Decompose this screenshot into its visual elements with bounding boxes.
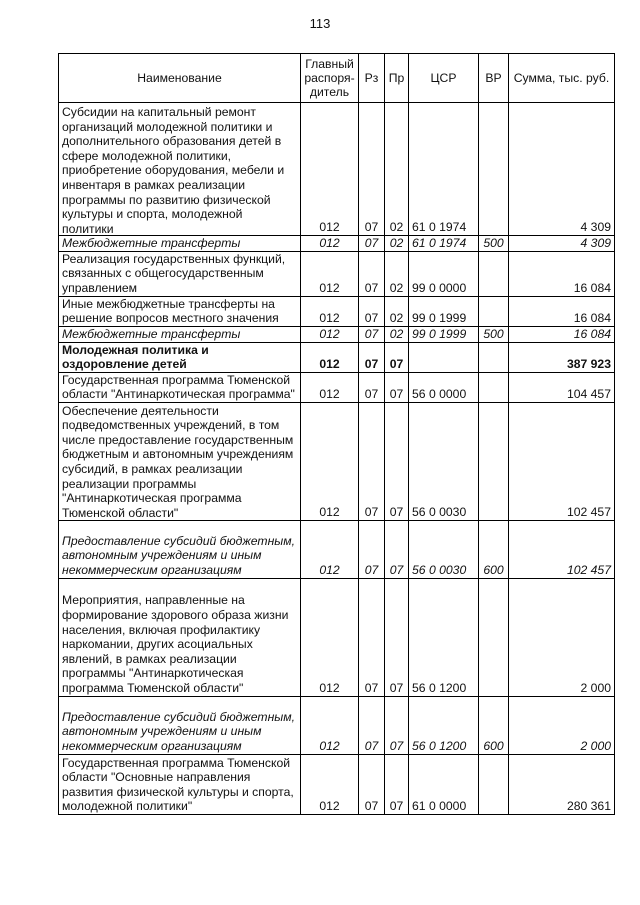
cell-sum: 102 457 (509, 402, 615, 520)
cell-sum: 4 309 (509, 236, 615, 252)
row-name-text: Межбюджетные трансферты (62, 327, 241, 341)
cell-code: 012 (301, 236, 359, 252)
cell-pr: 07 (385, 372, 409, 402)
cell-pr: 02 (385, 103, 409, 236)
row-name-text: Реализация государственных функций, связанных с общегосударственным управлением (62, 251, 286, 295)
row-name-text: Предоставление субсидий бюджетным, автономным учреждениям и иным некоммерческим организациям (62, 709, 295, 753)
cell-name (59, 754, 301, 814)
cell-vr (479, 372, 509, 402)
cell-name (59, 251, 301, 296)
cell-sum: 16 084 (509, 296, 615, 326)
cell-name (59, 342, 301, 372)
header-rz: Рз (359, 54, 385, 103)
cell-rz: 07 (359, 520, 385, 578)
row-name-text: Государственная программа Тюменской области "Антинаркотическая программа" (62, 372, 295, 402)
header-pr: Пр (385, 54, 409, 103)
cell-csr: 99 0 0000 (409, 251, 479, 296)
table-row (59, 236, 615, 252)
cell-rz: 07 (359, 236, 385, 252)
table-row (59, 402, 615, 520)
cell-code: 012 (301, 326, 359, 342)
cell-pr: 02 (385, 236, 409, 252)
table-header-row (59, 54, 615, 103)
cell-pr: 07 (385, 696, 409, 754)
cell-csr: 56 0 0030 (409, 520, 479, 578)
cell-csr: 56 0 0030 (409, 402, 479, 520)
cell-rz: 07 (359, 578, 385, 696)
cell-code: 012 (301, 696, 359, 754)
cell-csr (409, 342, 479, 372)
table-row (59, 578, 615, 696)
cell-sum: 102 457 (509, 520, 615, 578)
cell-pr: 07 (385, 342, 409, 372)
cell-pr: 07 (385, 754, 409, 814)
row-name-text: Межбюджетные трансферты (62, 236, 241, 250)
cell-code: 012 (301, 754, 359, 814)
cell-sum: 16 084 (509, 251, 615, 296)
cell-sum: 2 000 (509, 578, 615, 696)
cell-pr: 07 (385, 520, 409, 578)
cell-vr (479, 402, 509, 520)
cell-vr: 500 (479, 326, 509, 342)
cell-pr: 07 (385, 402, 409, 520)
row-name-text: Субсидии на капитальный ремонт организаций молодежной политики и дополнительного образования детей в сфере молодежной политики, приобретение оборудования, мебели и инвентаря в рамках реализации программы по развитию физической культуры и спорта, молодежной политики (62, 105, 285, 235)
cell-vr (479, 342, 509, 372)
cell-rz: 07 (359, 754, 385, 814)
cell-csr: 61 0 1974 (409, 103, 479, 236)
cell-name (59, 520, 301, 578)
table-row (59, 251, 615, 296)
cell-name (59, 578, 301, 696)
cell-rz: 07 (359, 251, 385, 296)
cell-code: 012 (301, 103, 359, 236)
cell-rz: 07 (359, 372, 385, 402)
row-name-text: Обеспечение деятельности подведомственных учреждений, в том числе предоставление государственным бюджетным и автономным учреждениям субсидий, в рамках реализации реализации программы "Антинаркотическая программа Тюменской области" (62, 403, 294, 520)
cell-code: 012 (301, 578, 359, 696)
table-row (59, 696, 615, 754)
cell-name (59, 326, 301, 342)
cell-code: 012 (301, 251, 359, 296)
cell-csr: 56 0 1200 (409, 578, 479, 696)
row-name-text: Мероприятия, направленные на формирование здорового образа жизни населения, включая профилактику наркомании, других асоциальных явлений, в рамках реализации программы "Антинаркотическая программа Тюменской области" (62, 593, 289, 695)
cell-vr (479, 103, 509, 236)
cell-csr: 61 0 1974 (409, 236, 479, 252)
cell-csr: 56 0 1200 (409, 696, 479, 754)
header-vr: ВР (479, 54, 509, 103)
cell-pr: 07 (385, 578, 409, 696)
cell-sum: 104 457 (509, 372, 615, 402)
header-sum: Сумма, тыс. руб. (509, 54, 615, 103)
header-main-manager: Главный распоря-дитель (301, 54, 359, 103)
table-row (59, 520, 615, 578)
cell-sum: 4 309 (509, 103, 615, 236)
table-body (59, 103, 615, 815)
cell-code: 012 (301, 372, 359, 402)
cell-rz: 07 (359, 296, 385, 326)
cell-code: 012 (301, 520, 359, 578)
row-name-text: Государственная программа Тюменской области "Основные направления развития физической культуры и спорта, молодежной политики" (62, 755, 294, 814)
cell-vr (479, 251, 509, 296)
cell-vr: 500 (479, 236, 509, 252)
cell-code: 012 (301, 342, 359, 372)
cell-sum: 387 923 (509, 342, 615, 372)
cell-pr: 02 (385, 251, 409, 296)
cell-rz: 07 (359, 342, 385, 372)
cell-name (59, 296, 301, 326)
table-row (59, 342, 615, 372)
cell-csr: 99 0 1999 (409, 326, 479, 342)
cell-csr: 99 0 1999 (409, 296, 479, 326)
budget-table (58, 53, 615, 815)
cell-code: 012 (301, 402, 359, 520)
page-number: 113 (309, 16, 331, 31)
cell-rz: 07 (359, 402, 385, 520)
header-csr: ЦСР (409, 54, 479, 103)
cell-vr: 600 (479, 696, 509, 754)
cell-name (59, 236, 301, 252)
table-row (59, 103, 615, 236)
cell-vr (479, 296, 509, 326)
cell-name (59, 103, 301, 236)
cell-rz: 07 (359, 696, 385, 754)
row-name-text: Молодежная политика и оздоровление детей (62, 342, 209, 372)
cell-sum: 280 361 (509, 754, 615, 814)
cell-code: 012 (301, 296, 359, 326)
cell-rz: 07 (359, 103, 385, 236)
table-row (59, 296, 615, 326)
cell-name (59, 372, 301, 402)
table-row (59, 372, 615, 402)
cell-sum: 2 000 (509, 696, 615, 754)
cell-pr: 02 (385, 326, 409, 342)
cell-pr: 02 (385, 296, 409, 326)
row-name-text: Иные межбюджетные трансферты на решение вопросов местного значения (62, 296, 279, 326)
cell-csr: 56 0 0000 (409, 372, 479, 402)
cell-vr (479, 754, 509, 814)
cell-name (59, 402, 301, 520)
table-row (59, 754, 615, 814)
cell-rz: 07 (359, 326, 385, 342)
cell-name (59, 696, 301, 754)
table-row (59, 326, 615, 342)
row-name-text: Предоставление субсидий бюджетным, автономным учреждениям и иным некоммерческим организациям (62, 533, 295, 577)
cell-sum: 16 084 (509, 326, 615, 342)
header-name: Наименование (59, 54, 301, 103)
cell-vr: 600 (479, 520, 509, 578)
cell-vr (479, 578, 509, 696)
cell-csr: 61 0 0000 (409, 754, 479, 814)
